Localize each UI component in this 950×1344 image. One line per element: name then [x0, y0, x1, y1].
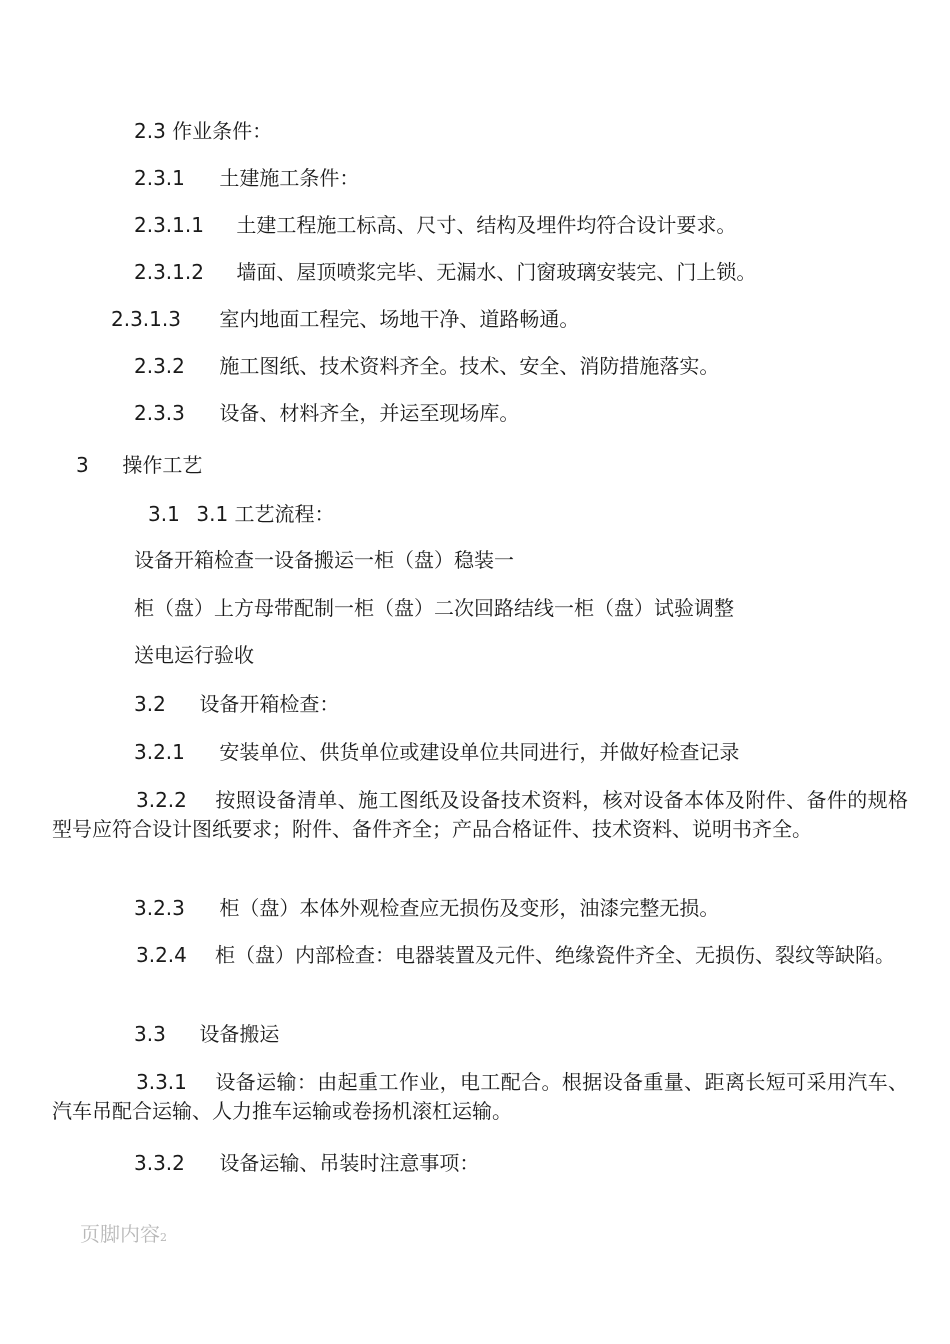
flow-line-3: 送电运行验收: [134, 643, 254, 667]
section-number: 2.3: [134, 119, 166, 143]
section-text: 操作工艺: [122, 453, 203, 477]
item-2-3-2: [134, 352, 719, 380]
footer-text: 页脚内容: [80, 1222, 160, 1246]
section-text: 设备搬运: [199, 1022, 280, 1046]
section-number: 3.2.2: [136, 788, 187, 812]
flow-line-2: 柜（盘）上方母带配制一柜（盘）二次回路结线一柜（盘）试验调整: [134, 596, 734, 620]
section-number: 2.3.3: [134, 401, 185, 425]
section-text: 设备运输、吊装时注意事项：: [219, 1151, 480, 1175]
section-number: 3.3.2: [134, 1151, 185, 1175]
item-3-3-1: [52, 1068, 908, 1126]
section-number: 3.2: [134, 692, 166, 716]
item-2-3-3: [134, 399, 519, 427]
item-3-2-1: [134, 738, 739, 766]
item-3-2-3: [134, 894, 719, 922]
item-3-2-2: [52, 786, 908, 844]
section-number: 3.2.1: [134, 740, 185, 764]
section-text: 安装单位、供货单位或建设单位共同进行，并做好检查记录: [219, 740, 740, 764]
section-text: 3.1 工艺流程：: [196, 502, 335, 526]
section-text: 柜（盘）内部检查：电器装置及元件、绝缘瓷件齐全、无损伤、裂纹等缺陷。: [215, 943, 895, 967]
section-text: 土建施工条件：: [219, 166, 360, 190]
section-text: 施工图纸、技术资料齐全。技术、安全、消防措施落实。: [219, 354, 720, 378]
item-2-3-1-2: [134, 258, 756, 286]
section-number: 3.3.1: [136, 1070, 187, 1094]
section-number: 3.2.3: [134, 896, 185, 920]
heading-3-1: [148, 500, 335, 528]
section-number: 3.3: [134, 1022, 166, 1046]
item-3-2-4: [52, 941, 908, 970]
section-text: 设备、材料齐全，并运至现场库。: [219, 401, 520, 425]
section-number: 3: [76, 453, 89, 477]
flow-line-1: 设备开箱检查一设备搬运一柜（盘）稳装一: [134, 548, 514, 572]
item-3-3-2: [134, 1149, 479, 1177]
section-number: 2.3.1.3: [111, 307, 181, 331]
item-2-3-1-1: [134, 211, 736, 239]
section-number: 2.3.2: [134, 354, 185, 378]
item-2-3-1-3: [111, 305, 579, 333]
section-number: 3.1: [148, 502, 180, 526]
section-number: 2.3.1.1: [134, 213, 204, 237]
page-footer: [80, 1218, 167, 1247]
section-number: 2.3.1: [134, 166, 185, 190]
section-text: 设备开箱检查：: [199, 692, 340, 716]
page-number: 2: [160, 1231, 167, 1244]
section-text: 设备运输：由起重工作业，电工配合。根据设备重量、距离长短可采用汽车、汽车吊配合运输、人力推车运输或卷扬机滚杠运输。: [52, 1070, 908, 1123]
heading-3-2: [134, 690, 339, 718]
section-number: 3.2.4: [136, 943, 187, 967]
heading-2-3: [134, 117, 272, 145]
heading-3: [76, 451, 202, 479]
section-text: 墙面、屋顶喷浆完毕、无漏水、门窗玻璃安装完、门上锁。: [236, 260, 757, 284]
section-text: 柜（盘）本体外观检查应无损伤及变形，油漆完整无损。: [219, 896, 720, 920]
section-text: 作业条件：: [172, 119, 273, 143]
section-number: 2.3.1.2: [134, 260, 204, 284]
heading-3-3: [134, 1020, 279, 1048]
heading-2-3-1: [134, 164, 359, 192]
section-text: 按照设备清单、施工图纸及设备技术资料，核对设备本体及附件、备件的规格型号应符合设计图纸要求；附件、备件齐全；产品合格证件、技术资料、说明书齐全。: [52, 788, 908, 841]
section-text: 土建工程施工标高、尺寸、结构及埋件均符合设计要求。: [236, 213, 737, 237]
section-text: 室内地面工程完、场地干净、道路畅通。: [219, 307, 580, 331]
